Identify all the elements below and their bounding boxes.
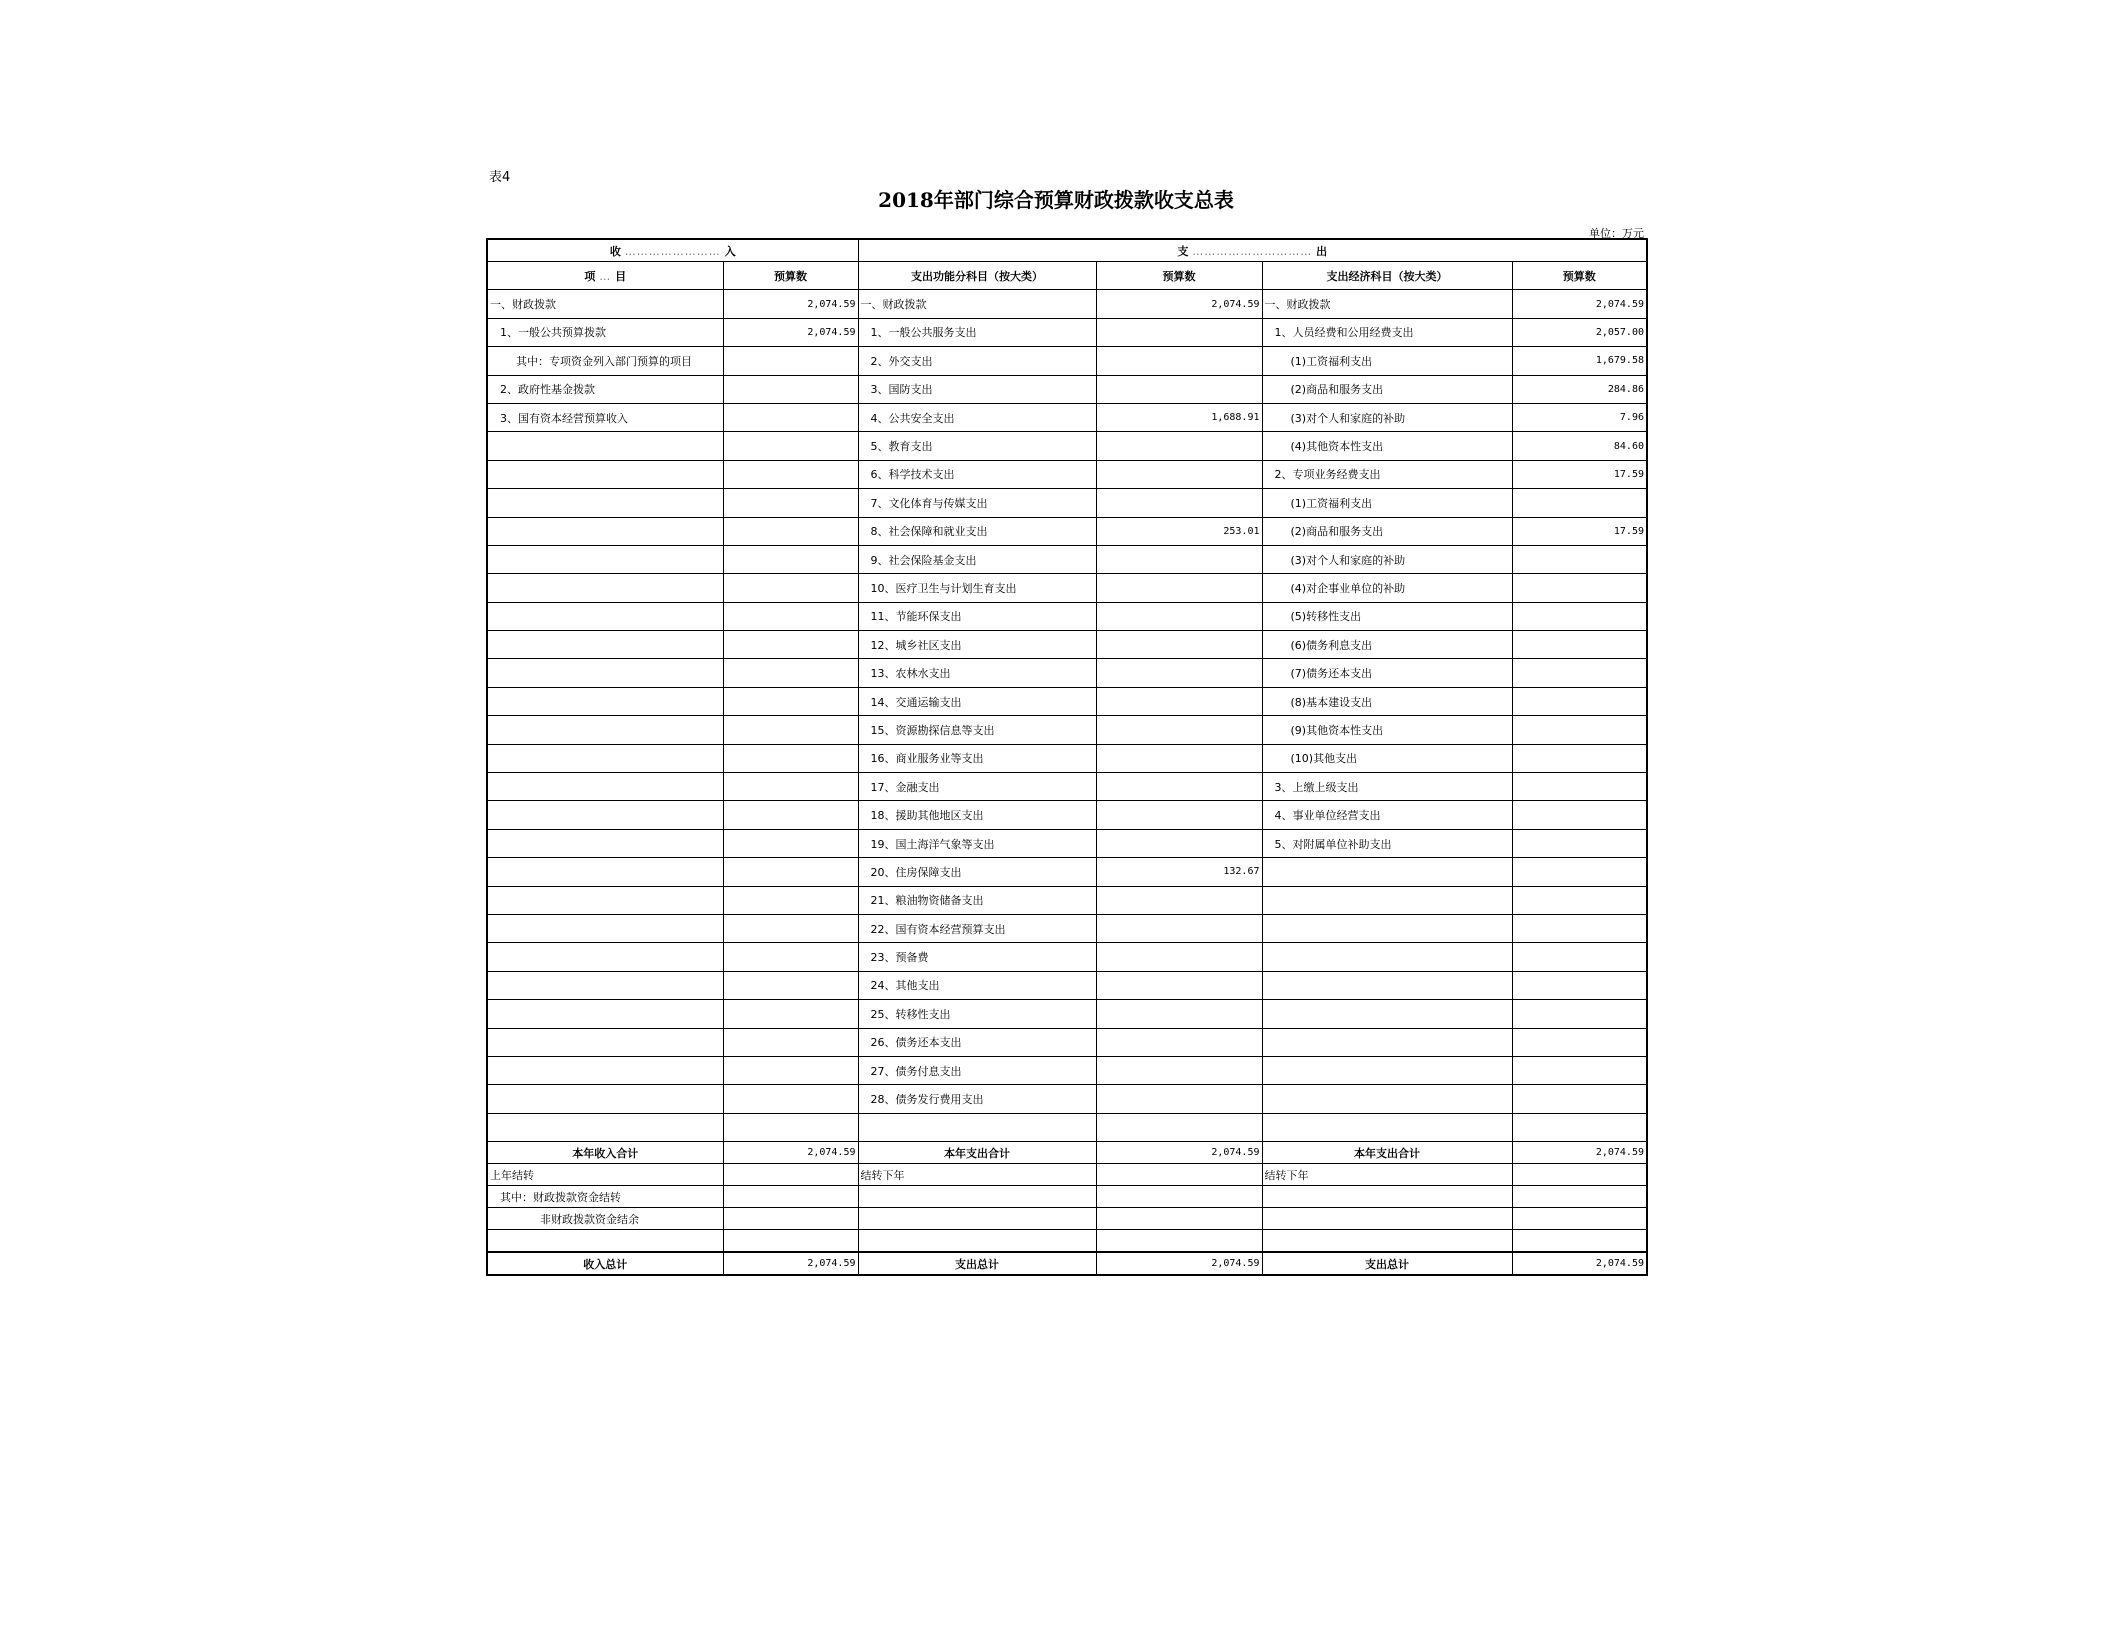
carry-func-item-cell bbox=[858, 1208, 1096, 1230]
carry-func-value-cell bbox=[1096, 1208, 1262, 1230]
econ-subject-cell: 3、上缴上级支出 bbox=[1262, 773, 1512, 801]
func-subject-cell: 20、住房保障支出 bbox=[858, 858, 1096, 886]
table-row bbox=[487, 375, 1647, 403]
income-item-cell bbox=[487, 1028, 723, 1056]
econ-budget-cell: 17.59 bbox=[1512, 517, 1647, 545]
econ-budget-cell bbox=[1512, 489, 1647, 517]
income-budget-cell bbox=[723, 517, 858, 545]
econ-subject-cell: 4、事业单位经营支出 bbox=[1262, 801, 1512, 829]
func-subject-cell: 13、农林水支出 bbox=[858, 659, 1096, 687]
econ-subject-cell: 1、人员经费和公用经费支出 bbox=[1262, 318, 1512, 346]
year-func-total-label: 本年支出合计 bbox=[858, 1142, 1096, 1164]
func-subject-cell: 14、交通运输支出 bbox=[858, 687, 1096, 715]
func-budget-cell bbox=[1096, 914, 1262, 942]
econ-budget-cell: 2,057.00 bbox=[1512, 318, 1647, 346]
income-budget-cell bbox=[723, 432, 858, 460]
table-row bbox=[487, 517, 1647, 545]
carry-income-item-cell: 非财政拨款资金结余 bbox=[487, 1208, 723, 1230]
func-subject-header: 支出功能分科目（按大类） bbox=[858, 262, 1096, 290]
income-budget-cell bbox=[723, 716, 858, 744]
item-column-header bbox=[487, 262, 723, 290]
income-budget-header: 预算数 bbox=[723, 262, 858, 290]
income-budget-cell bbox=[723, 347, 858, 375]
page-title: 2018年部门综合预算财政拨款收支总表 bbox=[878, 188, 1234, 212]
carry-econ-value-cell bbox=[1512, 1230, 1647, 1253]
func-subject-cell: 18、援助其他地区支出 bbox=[858, 801, 1096, 829]
econ-budget-cell bbox=[1512, 716, 1647, 744]
func-budget-cell bbox=[1096, 773, 1262, 801]
table-row bbox=[487, 801, 1647, 829]
carry-func-value-cell bbox=[1096, 1186, 1262, 1208]
func-budget-cell bbox=[1096, 545, 1262, 573]
income-item-cell bbox=[487, 432, 723, 460]
func-subject-cell: 一、财政拨款 bbox=[858, 290, 1096, 318]
unit-label: 单位：万元 bbox=[1589, 227, 1644, 240]
year-func-total-value: 2,074.59 bbox=[1096, 1142, 1262, 1164]
income-budget-cell bbox=[723, 1085, 858, 1113]
carry-econ-item-cell bbox=[1262, 1230, 1512, 1253]
table-row bbox=[487, 574, 1647, 602]
carry-func-value-cell bbox=[1096, 1230, 1262, 1253]
func-subject-cell: 26、债务还本支出 bbox=[858, 1028, 1096, 1056]
income-item-cell bbox=[487, 659, 723, 687]
income-budget-cell bbox=[723, 829, 858, 857]
table-row bbox=[487, 432, 1647, 460]
func-subject-cell: 1、一般公共服务支出 bbox=[858, 318, 1096, 346]
func-subject-cell: 11、节能环保支出 bbox=[858, 602, 1096, 630]
expense-header-dots: ………………………… bbox=[1192, 244, 1313, 258]
econ-subject-cell bbox=[1262, 1056, 1512, 1084]
econ-subject-cell bbox=[1262, 943, 1512, 971]
grand-income-total-value: 2,074.59 bbox=[723, 1252, 858, 1275]
income-budget-cell bbox=[723, 545, 858, 573]
income-header-left: 收 bbox=[609, 244, 621, 258]
func-budget-cell bbox=[1096, 489, 1262, 517]
func-subject-cell: 7、文化体育与传媒支出 bbox=[858, 489, 1096, 517]
econ-subject-cell bbox=[1262, 858, 1512, 886]
func-budget-cell: 132.67 bbox=[1096, 858, 1262, 886]
carry-econ-value-cell bbox=[1512, 1186, 1647, 1208]
econ-budget-header: 预算数 bbox=[1512, 262, 1647, 290]
income-budget-cell: 2,074.59 bbox=[723, 318, 858, 346]
table-row bbox=[487, 914, 1647, 942]
func-subject-cell: 9、社会保险基金支出 bbox=[858, 545, 1096, 573]
grand-econ-total-value: 2,074.59 bbox=[1512, 1252, 1647, 1275]
table-row bbox=[487, 971, 1647, 999]
func-budget-cell bbox=[1096, 574, 1262, 602]
item-header-left: 项 bbox=[584, 269, 596, 283]
grand-econ-total-label: 支出总计 bbox=[1262, 1252, 1512, 1275]
table-row bbox=[487, 886, 1647, 914]
income-item-cell: 3、国有资本经营预算收入 bbox=[487, 403, 723, 431]
func-subject-cell: 21、粮油物资储备支出 bbox=[858, 886, 1096, 914]
econ-budget-cell: 2,074.59 bbox=[1512, 290, 1647, 318]
income-item-cell bbox=[487, 858, 723, 886]
income-budget-cell bbox=[723, 886, 858, 914]
income-item-cell: 其中：专项资金列入部门预算的项目 bbox=[487, 347, 723, 375]
econ-budget-cell bbox=[1512, 1028, 1647, 1056]
econ-subject-cell: (6)债务利息支出 bbox=[1262, 631, 1512, 659]
income-budget-cell: 2,074.59 bbox=[723, 290, 858, 318]
econ-budget-cell bbox=[1512, 829, 1647, 857]
func-subject-cell: 22、国有资本经营预算支出 bbox=[858, 914, 1096, 942]
econ-subject-cell: 2、专项业务经费支出 bbox=[1262, 460, 1512, 488]
econ-subject-cell: (1)工资福利支出 bbox=[1262, 489, 1512, 517]
table-row bbox=[487, 318, 1647, 346]
income-header-dots: …………………… bbox=[624, 244, 721, 258]
econ-subject-cell bbox=[1262, 971, 1512, 999]
func-budget-cell bbox=[1096, 829, 1262, 857]
table-row bbox=[487, 829, 1647, 857]
table-row bbox=[487, 631, 1647, 659]
func-subject-cell: 12、城乡社区支出 bbox=[858, 631, 1096, 659]
econ-budget-cell bbox=[1512, 1113, 1647, 1141]
income-item-cell bbox=[487, 1000, 723, 1028]
table-number-label: 表4 bbox=[489, 170, 511, 185]
income-item-cell bbox=[487, 489, 723, 517]
carry-func-value-cell bbox=[1096, 1164, 1262, 1186]
table-row bbox=[487, 545, 1647, 573]
table-row bbox=[487, 1028, 1647, 1056]
func-budget-cell bbox=[1096, 347, 1262, 375]
func-budget-cell bbox=[1096, 659, 1262, 687]
income-budget-cell bbox=[723, 375, 858, 403]
income-budget-cell bbox=[723, 1000, 858, 1028]
econ-subject-cell bbox=[1262, 1113, 1512, 1141]
carry-income-value-cell bbox=[723, 1164, 858, 1186]
econ-budget-cell bbox=[1512, 971, 1647, 999]
income-budget-cell bbox=[723, 602, 858, 630]
econ-subject-header: 支出经济科目（按大类） bbox=[1262, 262, 1512, 290]
year-total-row bbox=[487, 1142, 1647, 1164]
func-subject-cell: 3、国防支出 bbox=[858, 375, 1096, 403]
expense-header-right: 出 bbox=[1316, 244, 1328, 258]
econ-subject-cell: (4)对企事业单位的补助 bbox=[1262, 574, 1512, 602]
func-budget-cell bbox=[1096, 687, 1262, 715]
func-budget-cell bbox=[1096, 460, 1262, 488]
carry-row bbox=[487, 1164, 1647, 1186]
table-row bbox=[487, 489, 1647, 517]
econ-subject-cell: (9)其他资本性支出 bbox=[1262, 716, 1512, 744]
econ-subject-cell: (3)对个人和家庭的补助 bbox=[1262, 545, 1512, 573]
income-item-cell bbox=[487, 545, 723, 573]
func-budget-cell bbox=[1096, 1056, 1262, 1084]
grand-income-total-label: 收入总计 bbox=[487, 1252, 723, 1275]
func-budget-cell: 1,688.91 bbox=[1096, 403, 1262, 431]
carry-income-value-cell bbox=[723, 1230, 858, 1253]
func-subject-cell: 24、其他支出 bbox=[858, 971, 1096, 999]
grand-func-total-value: 2,074.59 bbox=[1096, 1252, 1262, 1275]
econ-budget-cell bbox=[1512, 1000, 1647, 1028]
income-item-cell bbox=[487, 829, 723, 857]
func-budget-cell bbox=[1096, 318, 1262, 346]
econ-budget-cell bbox=[1512, 858, 1647, 886]
table-row bbox=[487, 687, 1647, 715]
econ-budget-cell bbox=[1512, 602, 1647, 630]
income-item-cell bbox=[487, 687, 723, 715]
carry-econ-item-cell bbox=[1262, 1186, 1512, 1208]
income-item-cell bbox=[487, 773, 723, 801]
year-econ-total-label: 本年支出合计 bbox=[1262, 1142, 1512, 1164]
income-item-cell bbox=[487, 1056, 723, 1084]
income-item-cell bbox=[487, 943, 723, 971]
econ-budget-cell bbox=[1512, 687, 1647, 715]
group-header-row bbox=[487, 239, 1647, 262]
econ-budget-cell bbox=[1512, 744, 1647, 772]
carry-income-item-cell: 上年结转 bbox=[487, 1164, 723, 1186]
func-budget-cell bbox=[1096, 631, 1262, 659]
grand-func-total-label: 支出总计 bbox=[858, 1252, 1096, 1275]
func-subject-cell: 4、公共安全支出 bbox=[858, 403, 1096, 431]
carry-row bbox=[487, 1230, 1647, 1253]
econ-subject-cell: (3)对个人和家庭的补助 bbox=[1262, 403, 1512, 431]
carry-econ-value-cell bbox=[1512, 1208, 1647, 1230]
econ-budget-cell bbox=[1512, 545, 1647, 573]
income-budget-cell bbox=[723, 1056, 858, 1084]
econ-budget-cell: 284.86 bbox=[1512, 375, 1647, 403]
item-header-right: 目 bbox=[615, 269, 627, 283]
func-subject-cell: 16、商业服务业等支出 bbox=[858, 744, 1096, 772]
year-econ-total-value: 2,074.59 bbox=[1512, 1142, 1647, 1164]
table-row bbox=[487, 1085, 1647, 1113]
table-row bbox=[487, 1000, 1647, 1028]
econ-budget-cell bbox=[1512, 659, 1647, 687]
table-row bbox=[487, 1056, 1647, 1084]
income-budget-cell bbox=[723, 659, 858, 687]
econ-subject-cell: 一、财政拨款 bbox=[1262, 290, 1512, 318]
income-item-cell bbox=[487, 631, 723, 659]
item-header-dots: … bbox=[599, 269, 612, 283]
year-income-total-label: 本年收入合计 bbox=[487, 1142, 723, 1164]
carry-income-value-cell bbox=[723, 1186, 858, 1208]
econ-subject-cell: (4)其他资本性支出 bbox=[1262, 432, 1512, 460]
func-subject-cell: 8、社会保障和就业支出 bbox=[858, 517, 1096, 545]
income-item-cell bbox=[487, 886, 723, 914]
grand-total-row bbox=[487, 1252, 1647, 1275]
table-row bbox=[487, 943, 1647, 971]
income-header-right: 入 bbox=[724, 244, 736, 258]
carry-func-item-cell bbox=[858, 1186, 1096, 1208]
econ-subject-cell: (1)工资福利支出 bbox=[1262, 347, 1512, 375]
table-row bbox=[487, 1113, 1647, 1141]
table-body bbox=[487, 290, 1647, 1142]
table-row bbox=[487, 460, 1647, 488]
carry-func-item-cell: 结转下年 bbox=[858, 1164, 1096, 1186]
income-item-cell bbox=[487, 716, 723, 744]
carry-income-value-cell bbox=[723, 1208, 858, 1230]
income-item-cell bbox=[487, 517, 723, 545]
income-budget-cell bbox=[723, 914, 858, 942]
func-subject-cell: 2、外交支出 bbox=[858, 347, 1096, 375]
carry-row bbox=[487, 1208, 1647, 1230]
carry-over-section bbox=[487, 1164, 1647, 1253]
func-subject-cell: 28、债务发行费用支出 bbox=[858, 1085, 1096, 1113]
income-budget-cell bbox=[723, 460, 858, 488]
income-item-cell bbox=[487, 1085, 723, 1113]
table-footer bbox=[487, 1142, 1647, 1164]
func-subject-cell: 6、科学技术支出 bbox=[858, 460, 1096, 488]
expense-header-left: 支 bbox=[1177, 244, 1189, 258]
econ-budget-cell bbox=[1512, 801, 1647, 829]
func-subject-cell: 10、医疗卫生与计划生育支出 bbox=[858, 574, 1096, 602]
func-budget-cell bbox=[1096, 971, 1262, 999]
econ-subject-cell: (8)基本建设支出 bbox=[1262, 687, 1512, 715]
econ-budget-cell bbox=[1512, 631, 1647, 659]
income-budget-cell bbox=[723, 744, 858, 772]
func-budget-cell bbox=[1096, 886, 1262, 914]
econ-budget-cell bbox=[1512, 773, 1647, 801]
year-income-total-value: 2,074.59 bbox=[723, 1142, 858, 1164]
carry-row bbox=[487, 1186, 1647, 1208]
func-subject-cell: 23、预备费 bbox=[858, 943, 1096, 971]
econ-subject-cell bbox=[1262, 914, 1512, 942]
income-budget-cell bbox=[723, 631, 858, 659]
econ-budget-cell: 17.59 bbox=[1512, 460, 1647, 488]
econ-subject-cell: (7)债务还本支出 bbox=[1262, 659, 1512, 687]
econ-budget-cell bbox=[1512, 1085, 1647, 1113]
grand-total-section bbox=[487, 1252, 1647, 1275]
income-item-cell bbox=[487, 971, 723, 999]
func-subject-cell: 5、教育支出 bbox=[858, 432, 1096, 460]
table-row bbox=[487, 716, 1647, 744]
func-subject-cell: 19、国土海洋气象等支出 bbox=[858, 829, 1096, 857]
econ-subject-cell bbox=[1262, 1000, 1512, 1028]
func-budget-cell bbox=[1096, 1113, 1262, 1141]
econ-subject-cell bbox=[1262, 1085, 1512, 1113]
func-budget-cell: 253.01 bbox=[1096, 517, 1262, 545]
func-budget-cell bbox=[1096, 801, 1262, 829]
income-item-cell bbox=[487, 801, 723, 829]
func-budget-cell bbox=[1096, 1028, 1262, 1056]
income-budget-cell bbox=[723, 1028, 858, 1056]
func-budget-cell bbox=[1096, 432, 1262, 460]
func-budget-cell bbox=[1096, 716, 1262, 744]
income-budget-cell bbox=[723, 971, 858, 999]
column-header-row bbox=[487, 262, 1647, 290]
carry-income-item-cell bbox=[487, 1230, 723, 1253]
econ-budget-cell: 1,679.58 bbox=[1512, 347, 1647, 375]
func-budget-cell bbox=[1096, 602, 1262, 630]
carry-econ-item-cell: 结转下年 bbox=[1262, 1164, 1512, 1186]
income-budget-cell bbox=[723, 403, 858, 431]
table-row bbox=[487, 858, 1647, 886]
income-item-cell: 2、政府性基金拨款 bbox=[487, 375, 723, 403]
econ-subject-cell bbox=[1262, 886, 1512, 914]
econ-subject-cell: (2)商品和服务支出 bbox=[1262, 517, 1512, 545]
econ-budget-cell bbox=[1512, 914, 1647, 942]
func-subject-cell: 15、资源勘探信息等支出 bbox=[858, 716, 1096, 744]
income-budget-cell bbox=[723, 858, 858, 886]
income-item-cell bbox=[487, 1113, 723, 1141]
econ-budget-cell bbox=[1512, 943, 1647, 971]
table-row bbox=[487, 744, 1647, 772]
income-budget-cell bbox=[723, 773, 858, 801]
income-item-cell bbox=[487, 574, 723, 602]
func-subject-cell: 27、债务付息支出 bbox=[858, 1056, 1096, 1084]
income-budget-cell bbox=[723, 801, 858, 829]
income-budget-cell bbox=[723, 687, 858, 715]
table-row bbox=[487, 659, 1647, 687]
income-item-cell bbox=[487, 460, 723, 488]
func-budget-cell bbox=[1096, 1085, 1262, 1113]
carry-econ-value-cell bbox=[1512, 1164, 1647, 1186]
income-budget-cell bbox=[723, 943, 858, 971]
econ-budget-cell: 84.60 bbox=[1512, 432, 1647, 460]
func-budget-cell bbox=[1096, 744, 1262, 772]
income-item-cell: 1、一般公共预算拨款 bbox=[487, 318, 723, 346]
econ-budget-cell: 7.96 bbox=[1512, 403, 1647, 431]
func-subject-cell: 25、转移性支出 bbox=[858, 1000, 1096, 1028]
func-budget-cell: 2,074.59 bbox=[1096, 290, 1262, 318]
carry-func-item-cell bbox=[858, 1230, 1096, 1253]
func-budget-cell bbox=[1096, 375, 1262, 403]
income-budget-cell bbox=[723, 489, 858, 517]
expense-group-header bbox=[858, 239, 1647, 262]
func-budget-cell bbox=[1096, 943, 1262, 971]
table-row bbox=[487, 602, 1647, 630]
econ-budget-cell bbox=[1512, 1056, 1647, 1084]
econ-subject-cell bbox=[1262, 1028, 1512, 1056]
table-row bbox=[487, 403, 1647, 431]
func-budget-header: 预算数 bbox=[1096, 262, 1262, 290]
income-item-cell bbox=[487, 602, 723, 630]
table-row bbox=[487, 347, 1647, 375]
income-budget-cell bbox=[723, 574, 858, 602]
econ-budget-cell bbox=[1512, 574, 1647, 602]
econ-subject-cell: (5)转移性支出 bbox=[1262, 602, 1512, 630]
econ-subject-cell: 5、对附属单位补助支出 bbox=[1262, 829, 1512, 857]
income-budget-cell bbox=[723, 1113, 858, 1141]
func-subject-cell: 17、金融支出 bbox=[858, 773, 1096, 801]
carry-income-item-cell: 其中：财政拨款资金结转 bbox=[487, 1186, 723, 1208]
budget-table bbox=[486, 238, 1648, 1276]
income-item-cell bbox=[487, 914, 723, 942]
func-budget-cell bbox=[1096, 1000, 1262, 1028]
income-item-cell bbox=[487, 744, 723, 772]
income-group-header bbox=[487, 239, 858, 262]
econ-subject-cell: (2)商品和服务支出 bbox=[1262, 375, 1512, 403]
econ-subject-cell: (10)其他支出 bbox=[1262, 744, 1512, 772]
table-row bbox=[487, 773, 1647, 801]
income-item-cell: 一、财政拨款 bbox=[487, 290, 723, 318]
carry-econ-item-cell bbox=[1262, 1208, 1512, 1230]
func-subject-cell bbox=[858, 1113, 1096, 1141]
econ-budget-cell bbox=[1512, 886, 1647, 914]
table-row bbox=[487, 290, 1647, 318]
